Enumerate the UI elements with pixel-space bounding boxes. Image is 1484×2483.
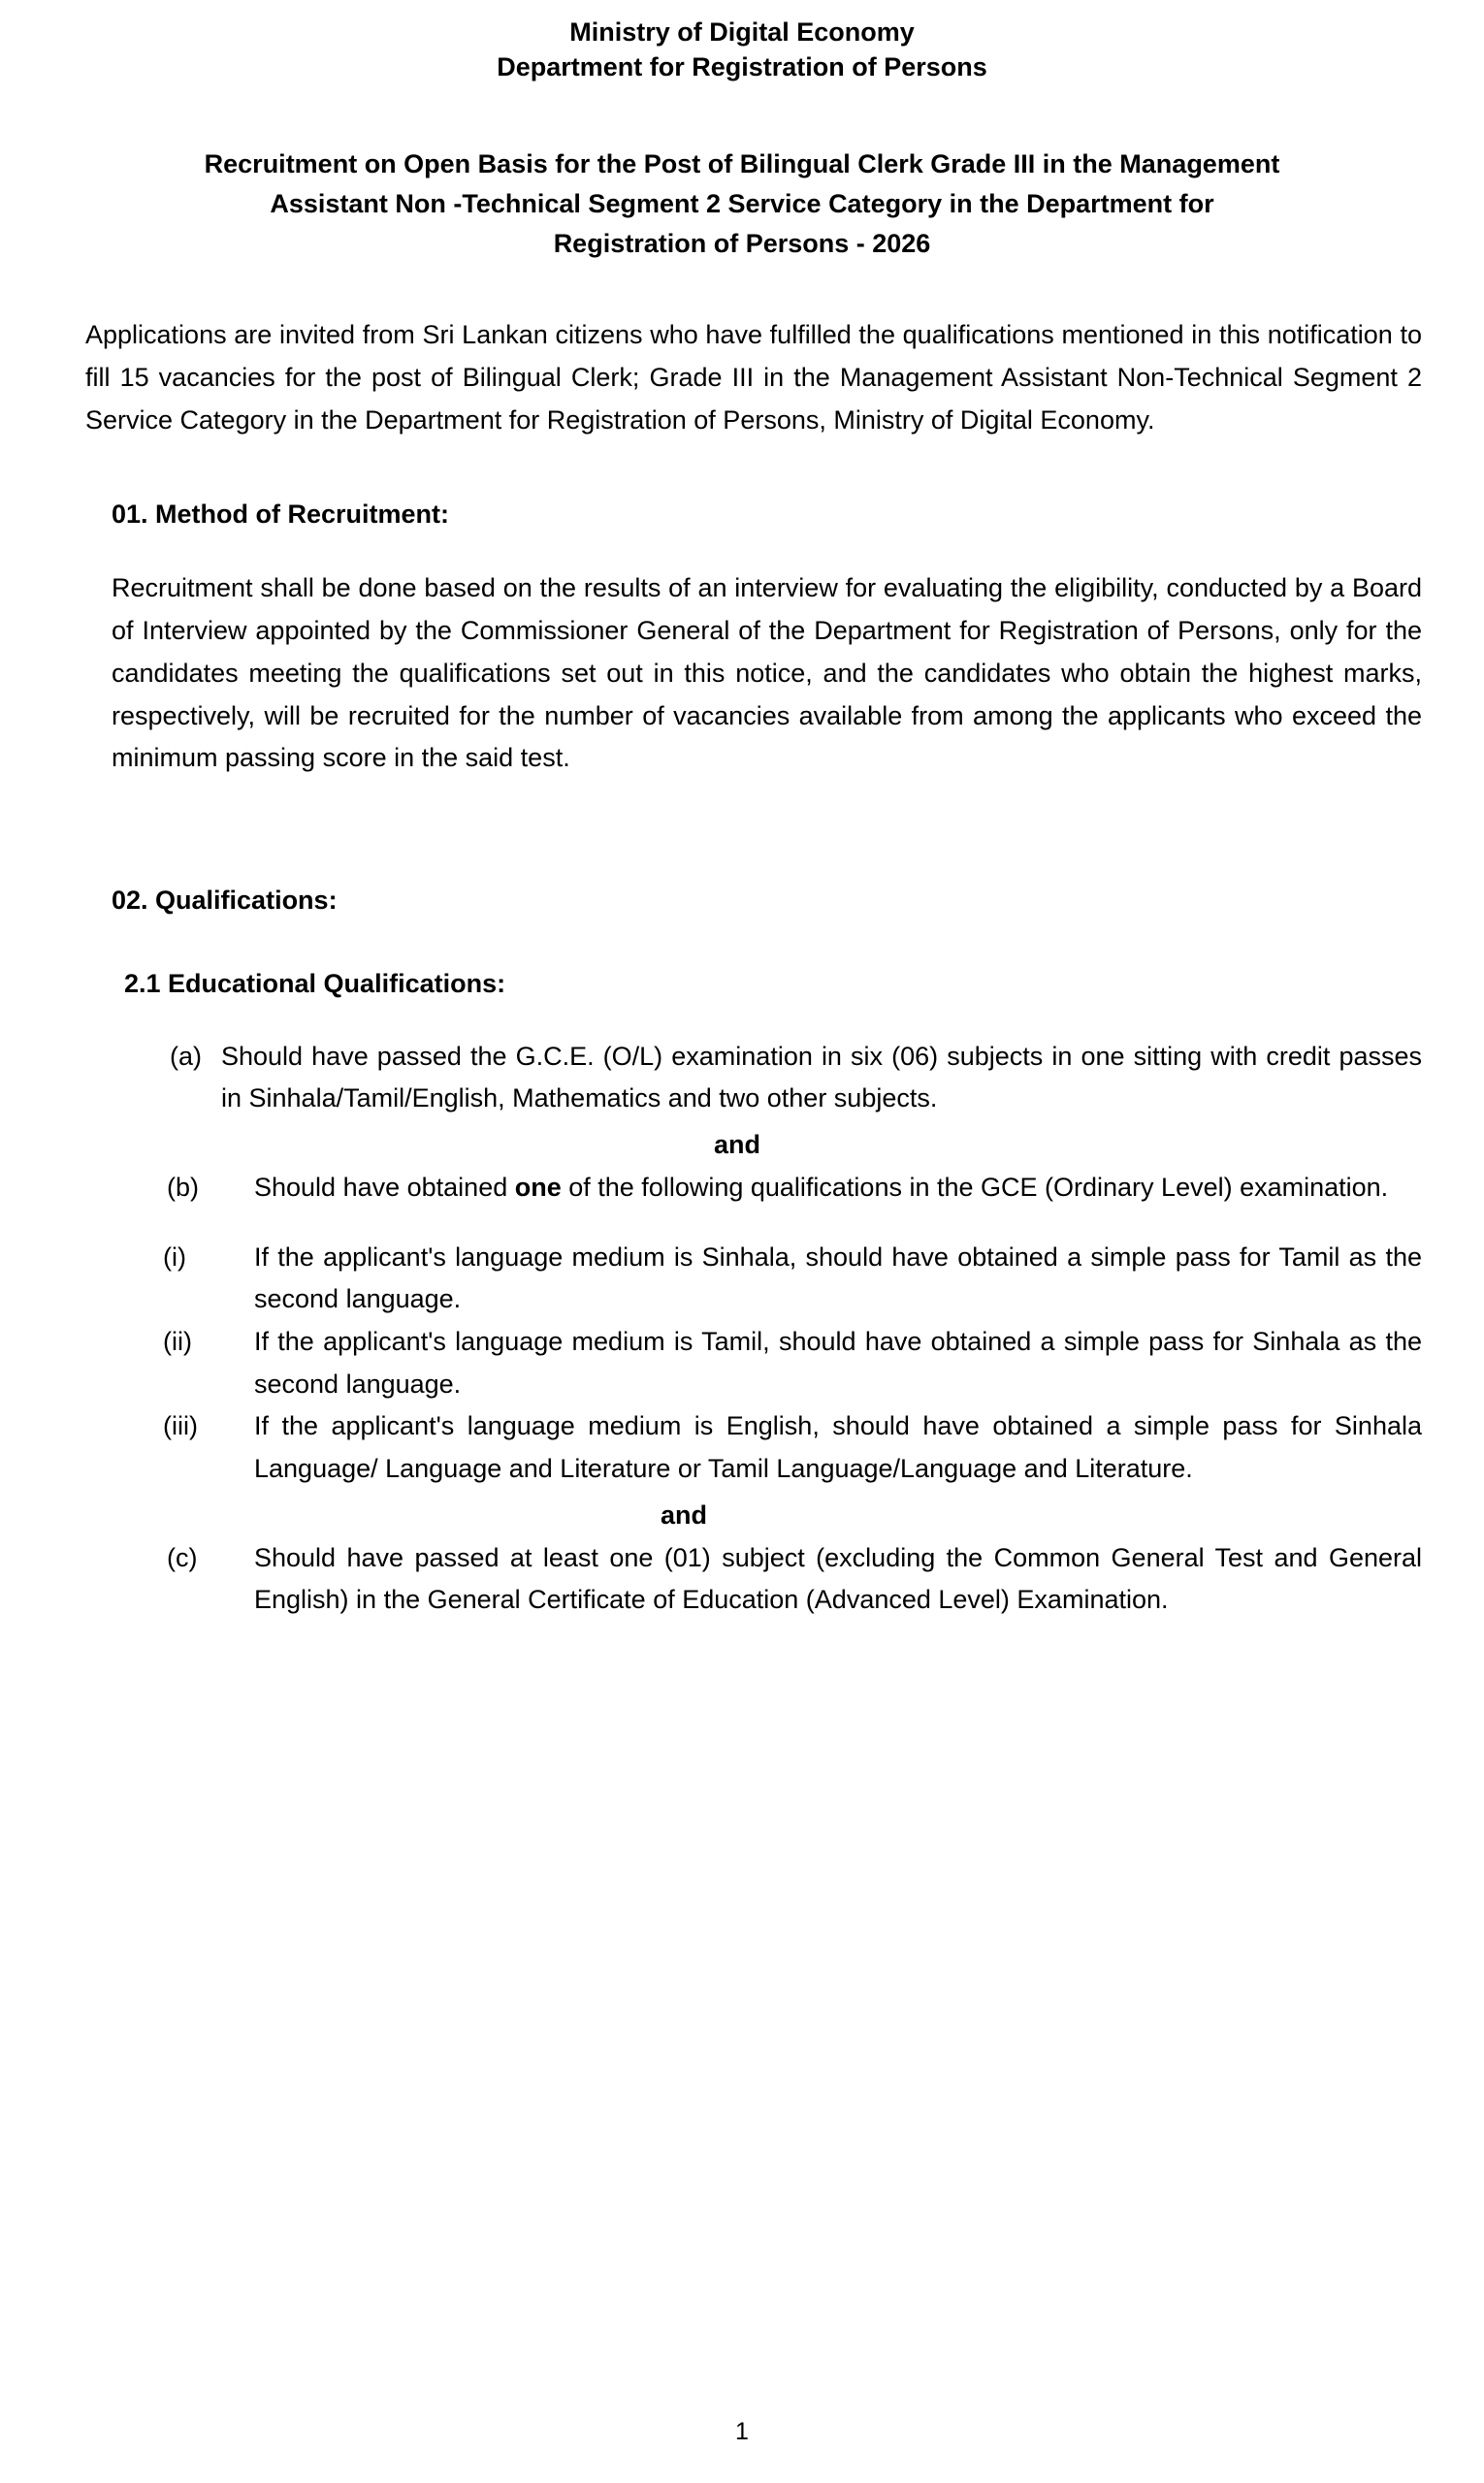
title-line-1: Recruitment on Open Basis for the Post of Bilingual Clerk Grade III in the Management <box>204 149 1280 179</box>
conjunction-and-2: and <box>660 1499 707 1530</box>
title-line-2: Assistant Non -Technical Segment 2 Service Category in the Department for <box>270 189 1214 219</box>
list-marker-b: (b) <box>167 1172 199 1202</box>
list-item-b <box>167 1167 1422 1209</box>
list-text-b-before: Should have obtained <box>254 1172 515 1202</box>
list-marker-c: (c) <box>167 1542 198 1572</box>
title-line-3: Registration of Persons - 2026 <box>553 229 931 259</box>
conjunction-and-1: and <box>713 1130 760 1160</box>
section-spacer <box>0 780 1484 826</box>
list-item-ii <box>163 1321 1422 1405</box>
document-header <box>0 0 1484 84</box>
section-body-method-of-recruitment: Recruitment shall be done based on the results of an interview for evaluating the eligibility, conducted by a Board of Interview appointed by the Commissioner General of the Department for Registration of Persons, only for the candidates meeting the qualifications set out in this notice, and the candidates who obtain the highest marks, respectively, will be recruited for the number of vacancies available from among the applicants who exceed the minimum passing score in the said test. <box>112 573 1422 773</box>
list-item-iii <box>163 1405 1422 1490</box>
list-marker-iii: (iii) <box>163 1411 198 1441</box>
list-marker-a: (a) <box>170 1041 202 1071</box>
list-text-c: Should have passed at least one (01) subject (excluding the Common General Test and General English) in the General Certificate of Education (Advanced Level) Examination. <box>254 1542 1422 1615</box>
section-heading-method-of-recruitment: 01. Method of Recruitment: <box>112 499 450 529</box>
list-text-b-emphasis: one <box>514 1172 562 1202</box>
list-marker-ii: (ii) <box>163 1327 192 1357</box>
list-spacer <box>0 1209 1484 1237</box>
list-item-c <box>167 1537 1422 1622</box>
list-item-a <box>170 1036 1422 1120</box>
intro-paragraph: Applications are invited from Sri Lankan citizens who have fulfilled the qualifications mentioned in this notification to fill 15 vacancies for the post of Bilingual Clerk; Grade III in the Management Assistant Non-Technical Segment 2 Service Category in the Department for Registration of Persons, Ministry of Digital Economy. <box>85 320 1422 435</box>
roman-list <box>0 1237 1484 1491</box>
list-text-ii: If the applicant's language medium is Tamil, should have obtained a simple pass for Sinhala as the second language. <box>254 1327 1422 1399</box>
list-text-b-after: of the following qualifications in the GCE (Ordinary Level) examination. <box>561 1172 1389 1202</box>
list-text-iii: If the applicant's language medium is English, should have obtained a simple pass for Sinhala Language/ Language and Literature or Tamil Language/Language and Literature. <box>254 1411 1422 1484</box>
list-marker-i: (i) <box>163 1242 186 1272</box>
qualification-list <box>0 1036 1484 1623</box>
list-text-a: Should have passed the G.C.E. (O/L) examination in six (06) subjects in one sitting with credit passes in Sinhala/Tamil/English, Mathematics and two other subjects. <box>221 1041 1422 1113</box>
subsection-heading-educational-qualifications: 2.1 Educational Qualifications: <box>124 968 506 998</box>
list-text-i: If the applicant's language medium is Sinhala, should have obtained a simple pass for Tamil as the second language. <box>254 1242 1422 1314</box>
list-text-b <box>254 1167 1422 1209</box>
page-title <box>0 145 1484 264</box>
page-number: 1 <box>735 2418 749 2445</box>
ministry-name: Ministry of Digital Economy <box>569 17 915 47</box>
section-heading-qualifications: 02. Qualifications: <box>112 886 338 916</box>
list-item-i <box>163 1237 1422 1321</box>
department-name: Department for Registration of Persons <box>497 51 987 81</box>
